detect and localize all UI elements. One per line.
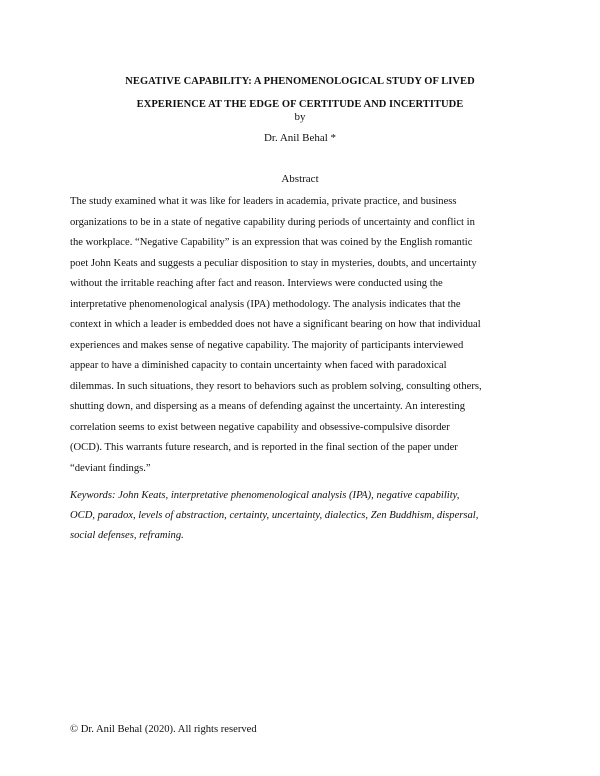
abstract-line: without the irritable reaching after fact and reason. Interviews were conducted using the — [70, 278, 443, 289]
abstract-line: “deviant findings.” — [70, 462, 151, 474]
abstract-line: organizations to be in a state of negative capability during periods of uncertainty and conflict in — [70, 216, 475, 228]
keywords-line: OCD, paradox, levels of abstraction, certainty, uncertainty, dialectics, Zen Buddhism, dispersal, — [70, 510, 479, 521]
title-line-1: NEGATIVE CAPABILITY: A PHENOMENOLOGICAL STUDY OF LIVED — [125, 76, 475, 87]
keywords-line: social defenses, reframing. — [70, 530, 184, 541]
abstract-body — [70, 192, 540, 479]
abstract-line: interpretative phenomenological analysis (IPA) methodology. The analysis indicates that the — [70, 298, 461, 310]
copyright-footer: © Dr. Anil Behal (2020). All rights reserved — [70, 724, 257, 735]
abstract-line: experiences and makes sense of negative capability. The majority of participants interviewed — [70, 339, 464, 351]
abstract-line: the workplace. “Negative Capability” is an expression that was coined by the English romantic — [70, 237, 473, 248]
title-line-2: EXPERIENCE AT THE EDGE OF CERTITUDE AND INCERTITUDE — [136, 99, 464, 110]
abstract-line: The study examined what it was like for leaders in academia, private practice, and business — [70, 196, 457, 207]
abstract-line: appear to have a diminished capacity to contain uncertainty when faced with paradoxical — [70, 360, 447, 371]
abstract-line: (OCD). This warrants future research, and is reported in the final section of the paper under — [70, 442, 458, 453]
keywords-line: Keywords: John Keats, interpretative phenomenological analysis (IPA), negative capability, — [70, 490, 460, 501]
abstract-line: dilemmas. In such situations, they resort to behaviors such as problem solving, consulting others, — [70, 380, 482, 392]
author-name: Dr. Anil Behal * — [263, 132, 337, 144]
abstract-line: context in which a leader is embedded does not have a significant bearing on how that individual — [70, 319, 481, 330]
abstract-line: poet John Keats and suggests a peculiar disposition to stay in mysteries, doubts, and uncertainty — [70, 257, 477, 269]
keywords — [70, 486, 540, 546]
by-line: by — [294, 111, 306, 123]
abstract-line: correlation seems to exist between negative capability and obsessive-compulsive disorder — [70, 421, 450, 433]
abstract-heading: Abstract — [281, 173, 319, 185]
abstract-line: shutting down, and dispersing as a means of defending against the uncertainty. An interesting — [70, 401, 466, 412]
